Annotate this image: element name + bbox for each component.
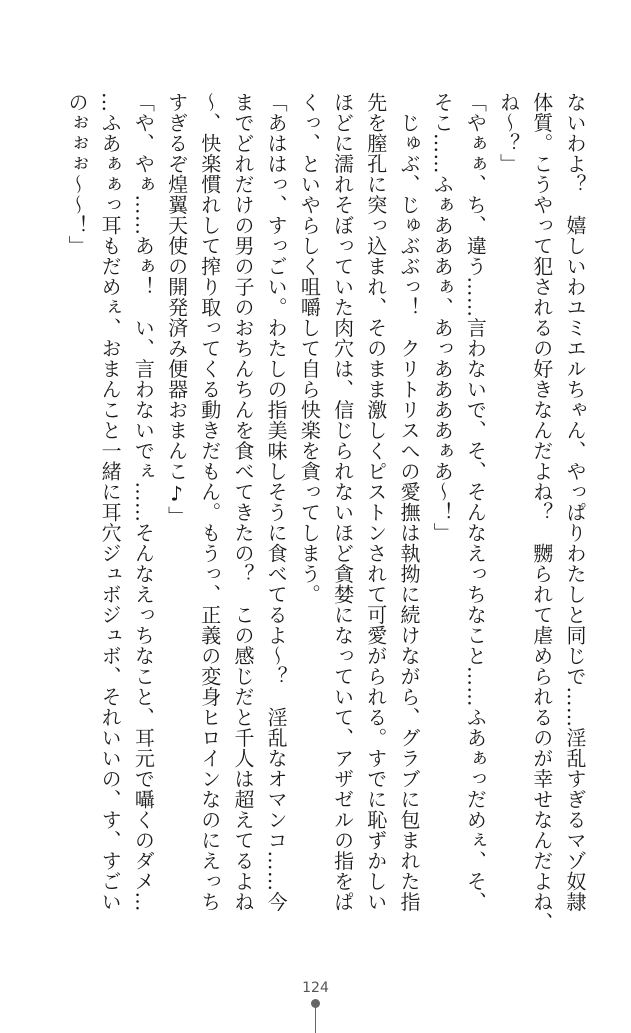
page-marker-line xyxy=(315,1006,316,1033)
text-line: そこ……ふぁあああぁ、あっああああぁあ〜！」 xyxy=(430,92,455,543)
text-line: じゅぶ、じゅぶぶっ！ クリトリスへの愛撫は執拗に続けながら、グラブに包まれた指 xyxy=(396,92,421,912)
text-line: のぉぉぉ〜〜！」 xyxy=(64,92,89,256)
text-line: 先を膣孔に突っ込まれ、そのまま激しくピストンされて可愛がられる。すでに恥ずかしい xyxy=(363,92,388,912)
text-line: ないわよ？ 嬉しいわユミエルちゃん、やっぱりわたしと同じで……淫乱すぎるマゾ奴隷 xyxy=(563,92,587,912)
text-line: …ふあぁぁっ耳もだめぇ、おまんこと一緒に耳穴ジュボジュボ、それいいの、す、すごい xyxy=(98,92,123,912)
text-line: 体質。こうやって犯されるの好きなんだよね？ 嬲られて虐められるのが幸せなんだよね、 xyxy=(529,92,554,933)
body-text xyxy=(31,92,591,992)
text-line: 「や、やぁ……あぁ！ い、言わないでぇ……そんなえっちなこと、耳元で囁くのダメ… xyxy=(131,92,156,912)
text-line: ほどに濡れそぼっていた肉穴は、信じられないほど貪婪になっていて、アザゼルの指をぱ xyxy=(330,92,355,912)
text-line: くっ、といやらしく咀嚼して自ら快楽を貪ってしまう。 xyxy=(297,92,322,605)
text-line: 「あははっ、すっごい。わたしの指美味しそうに食べてるよ〜？ 淫乱なオマンコ……今 xyxy=(264,92,289,912)
text-line: までどれだけの男の子のおちんちんを食べてきたの？ この感じだと千人は超えてるよね xyxy=(230,92,255,912)
text-line: 「やぁぁ、ち、違う……言わないで、そ、そんなえっちなこと……ふあぁっだめぇ、そ、 xyxy=(463,92,488,912)
text-line: ね〜？」 xyxy=(496,92,521,174)
text-line: すぎるぞ煌翼天使の開発済み便器おまんこ♪」 xyxy=(164,92,189,527)
page-number: 124 xyxy=(302,980,329,996)
text-line: 〜、快楽慣れして搾り取ってくる動きだもん。もうっ、正義の変身ヒロインなのにえっち xyxy=(197,92,222,912)
